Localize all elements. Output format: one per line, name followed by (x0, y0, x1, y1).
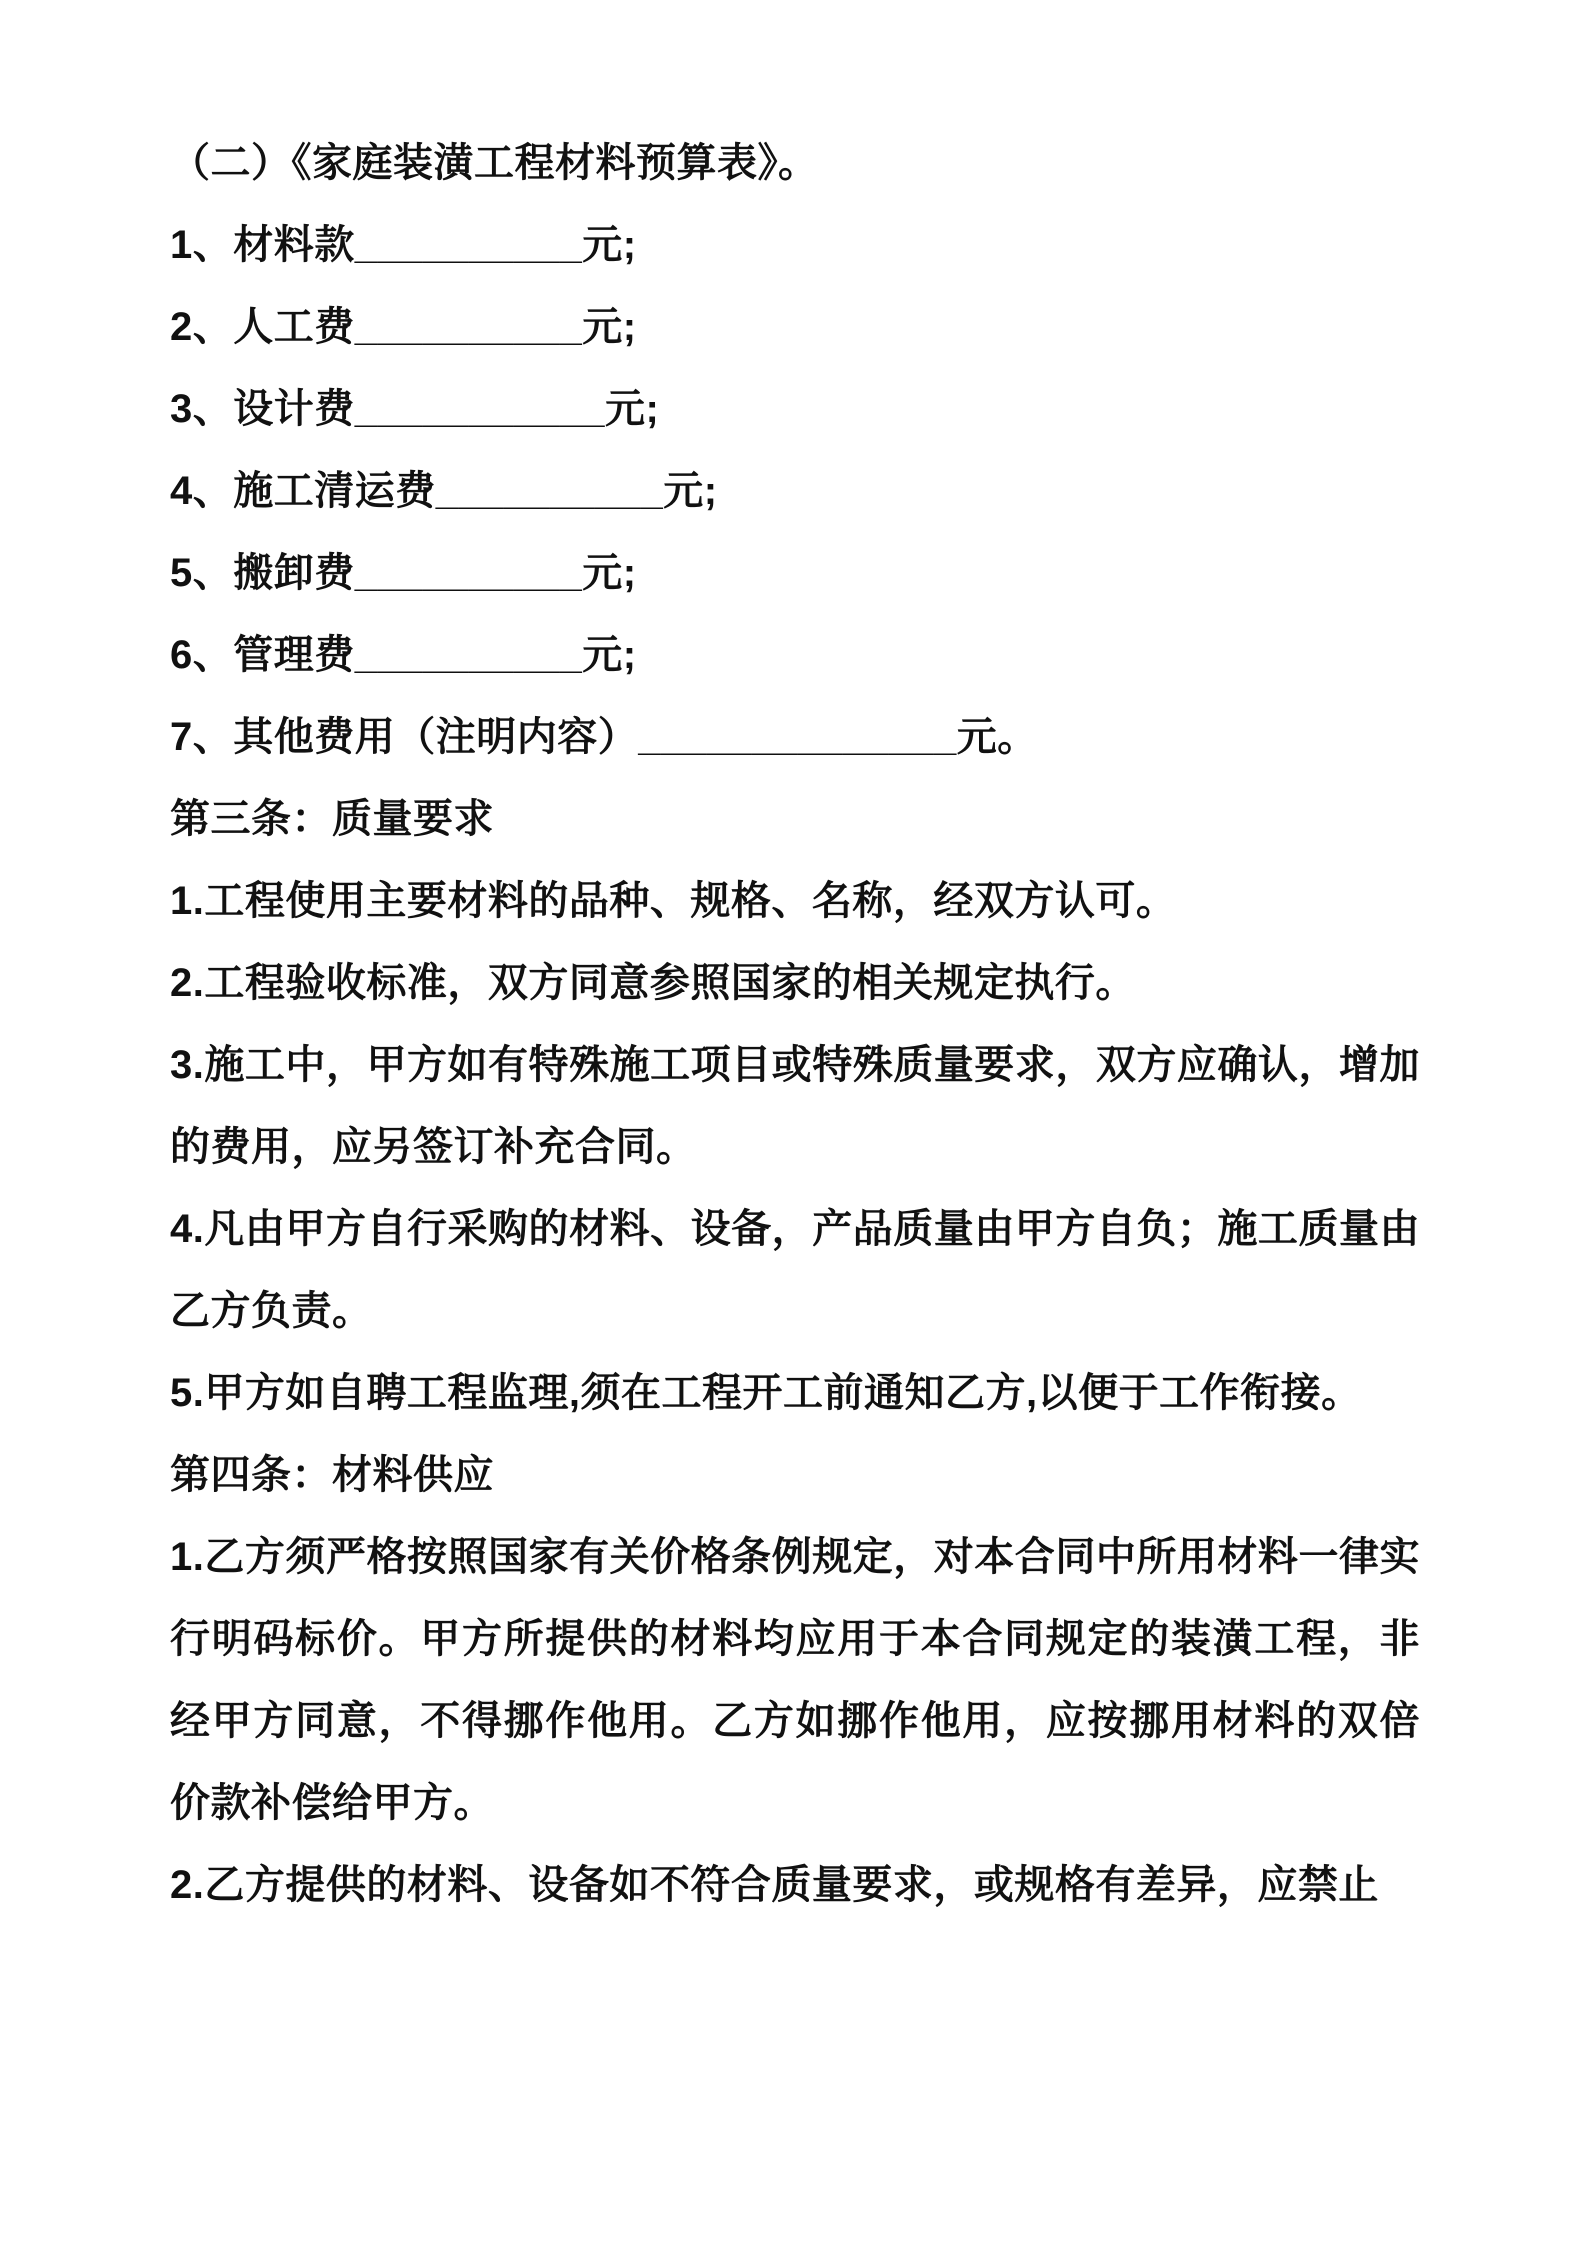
budget-item-material-fee: 1、材料款__________元; (170, 223, 637, 267)
budget-item-management-fee: 6、管理费__________元; (170, 633, 637, 677)
budget-item-cleanup-fee: 4、施工清运费__________元; (170, 469, 718, 513)
budget-item-labor-fee: 2、人工费__________元; (170, 305, 637, 349)
article-3-clause-1: 1.工程使用主要材料的品种、规格、名称，经双方认可。 (170, 879, 1177, 923)
budget-item-handling-fee: 5、搬卸费__________元; (170, 551, 637, 595)
article-4-clause-2: 2.乙方提供的材料、设备如不符合质量要求，或规格有差异，应禁止 (170, 1863, 1379, 1907)
budget-item-design-fee: 3、设计费___________元; (170, 387, 660, 431)
article-3-clause-4: 4.凡由甲方自行采购的材料、设备，产品质量由甲方自负；施工质量由乙方负责。 (170, 1207, 1420, 1333)
article-3-clause-2: 2.工程验收标准，双方同意参照国家的相关规定执行。 (170, 961, 1136, 1005)
article-4-clause-1: 1.乙方须严格按照国家有关价格条例规定，对本合同中所用材料一律实行明码标价。甲方所提供的材料均应用于本合同规定的装潢工程，非经甲方同意，不得挪作他用。乙方如挪作他用，应按挪用材料的双倍价款补偿给甲方。 (170, 1535, 1420, 1825)
budget-item-other-fee: 7、其他费用（注明内容）______________元。 (170, 715, 1038, 759)
article-3-clause-5: 5.甲方如自聘工程监理,须在工程开工前通知乙方,以便于工作衔接。 (170, 1371, 1362, 1415)
section-heading-article-3: 第三条：质量要求 (170, 797, 494, 841)
section-heading-article-4: 第四条：材料供应 (170, 1453, 494, 1497)
material-budget-list-title: （二）《家庭装潢工程材料预算表》。 (170, 141, 819, 185)
article-3-clause-3: 3.施工中，甲方如有特殊施工项目或特殊质量要求，双方应确认，增加的费用，应另签订补充合同。 (170, 1043, 1420, 1169)
